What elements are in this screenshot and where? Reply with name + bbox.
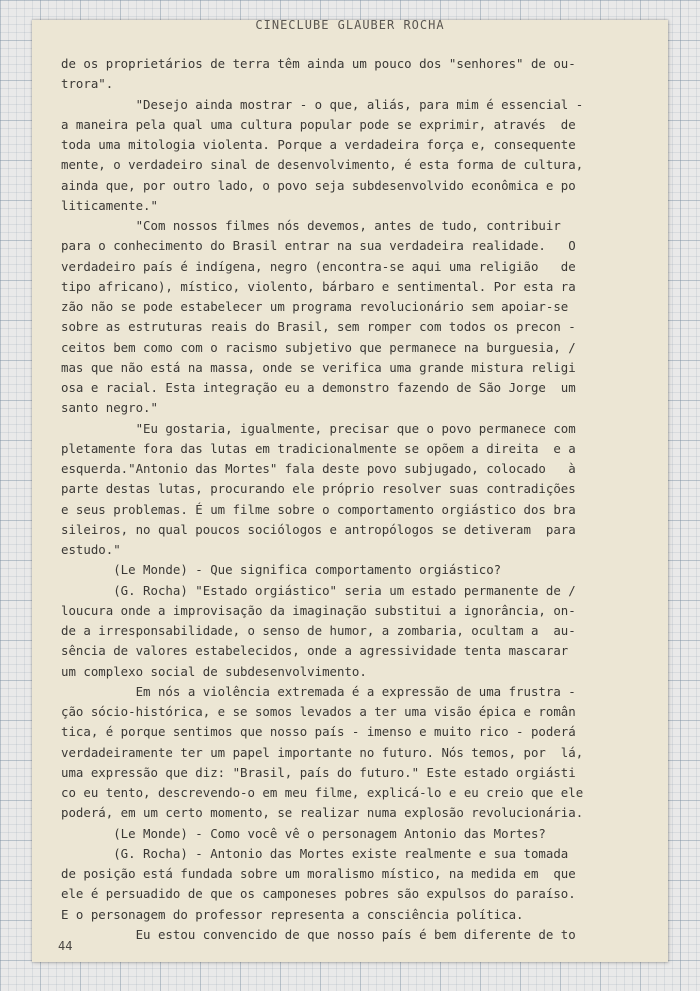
- text-line: liticamente.": [61, 197, 158, 213]
- text-line: santo negro.": [61, 400, 158, 416]
- text-line: pletamente fora das lutas em tradicionalmente se opõem a direita e a: [61, 440, 576, 456]
- page-number: 44: [58, 939, 73, 953]
- text-line: "Eu gostaria, igualmente, precisar que o povo permanece com: [61, 420, 576, 436]
- text-line: parte destas lutas, procurando ele próprio resolver suas contradições: [61, 481, 576, 497]
- text-line: de a irresponsabilidade, o senso de humor, a zombaria, ocultam a au-: [61, 623, 576, 638]
- text-line: Eu estou convencido de que nosso país é bem diferente de to: [61, 926, 576, 942]
- text-line: toda uma mitologia violenta. Porque a verdadeira força e, consequente: [61, 137, 576, 152]
- text-line: sobre as estruturas reais do Brasil, sem romper com todos os precon -: [61, 319, 576, 335]
- text-line: tipo africano), místico, violento, bárbaro e sentimental. Por esta ra: [61, 278, 576, 294]
- text-line: ção sócio-histórica, e se somos levados a ter uma visão épica e român: [61, 704, 576, 719]
- text-line: verdadeiro país é indígena, negro (encontra-se aqui uma religião de: [61, 258, 576, 274]
- text-line: trora".: [61, 76, 114, 92]
- text-line: a maneira pela qual uma cultura popular pode se exprimir, através de: [61, 116, 576, 132]
- text-line: verdadeiramente ter um papel importante no futuro. Nós temos, por lá,: [61, 744, 584, 760]
- text-line: de os proprietários de terra têm ainda um pouco dos "senhores" de ou-: [61, 56, 576, 71]
- typewritten-page: [32, 20, 668, 962]
- text-line: loucura onde a improvisação da imaginação substitui a ignorância, on-: [61, 602, 576, 618]
- page-header: CINECLUBE GLAUBER ROCHA: [255, 20, 445, 30]
- text-line: um complexo social de subdesenvolvimento.: [61, 663, 367, 679]
- text-line: estudo.": [61, 542, 121, 557]
- text-line: para o conhecimento do Brasil entrar na sua verdadeira realidade. O: [61, 238, 576, 254]
- text-line: "Com nossos filmes nós devemos, antes de tudo, contribuir: [61, 218, 561, 233]
- text-line: (G. Rocha) "Estado orgiástico" seria um estado permanente de /: [61, 582, 576, 598]
- text-line: zão não se pode estabelecer um programa revolucionário sem apoiar-se: [61, 299, 569, 314]
- text-line: ainda que, por outro lado, o povo seja subdesenvolvido econômica e po: [61, 177, 576, 193]
- text-line: Em nós a violência extremada é a expressão de uma frustra -: [61, 683, 576, 699]
- text-line: ele é persuadido de que os camponeses pobres são expulsos do paraíso.: [61, 886, 576, 902]
- text-line: uma expressão que diz: "Brasil, país do futuro." Este estado orgiásti: [61, 764, 576, 780]
- text-line: "Desejo ainda mostrar - o que, aliás, para mim é essencial -: [61, 96, 584, 112]
- text-line: de posição está fundada sobre um moralismo místico, na medida em que: [61, 866, 576, 881]
- text-line: ceitos bem como com o racismo subjetivo que permanece na burguesia, /: [61, 339, 576, 355]
- text-line: co eu tento, descrevendo-o em meu filme, explicá-lo e eu creio que ele: [61, 785, 584, 800]
- text-line: esquerda."Antonio das Mortes" fala deste povo subjugado, colocado à: [61, 461, 576, 476]
- text-line: sileiros, no qual poucos sociólogos e antropólogos se detiveram para: [61, 521, 576, 537]
- text-line: (G. Rocha) - Antonio das Mortes existe realmente e sua tomada: [61, 845, 569, 861]
- text-line: mas que não está na massa, onde se verifica uma grande mistura religi: [61, 359, 576, 375]
- text-line: E o personagem do professor representa a consciência política.: [61, 906, 524, 922]
- text-line: mente, o verdadeiro sinal de desenvolvimento, é esta forma de cultura,: [61, 157, 584, 173]
- text-line: poderá, em um certo momento, se realizar numa explosão revolucionária.: [61, 805, 584, 821]
- body-text: [61, 54, 651, 945]
- text-line: (Le Monde) - Que significa comportamento orgiástico?: [61, 562, 502, 578]
- text-line: sência de valores estabelecidos, onde a agressividade tenta mascarar: [61, 643, 569, 659]
- text-line: (Le Monde) - Como você vê o personagem Antonio das Mortes?: [61, 825, 546, 841]
- text-line: tica, é porque sentimos que nosso país - imenso e muito rico - poderá: [61, 724, 576, 740]
- text-line: e seus problemas. É um filme sobre o comportamento orgiástico dos bra: [61, 501, 576, 517]
- text-line: osa e racial. Esta integração eu a demonstro fazendo de São Jorge um: [61, 380, 576, 395]
